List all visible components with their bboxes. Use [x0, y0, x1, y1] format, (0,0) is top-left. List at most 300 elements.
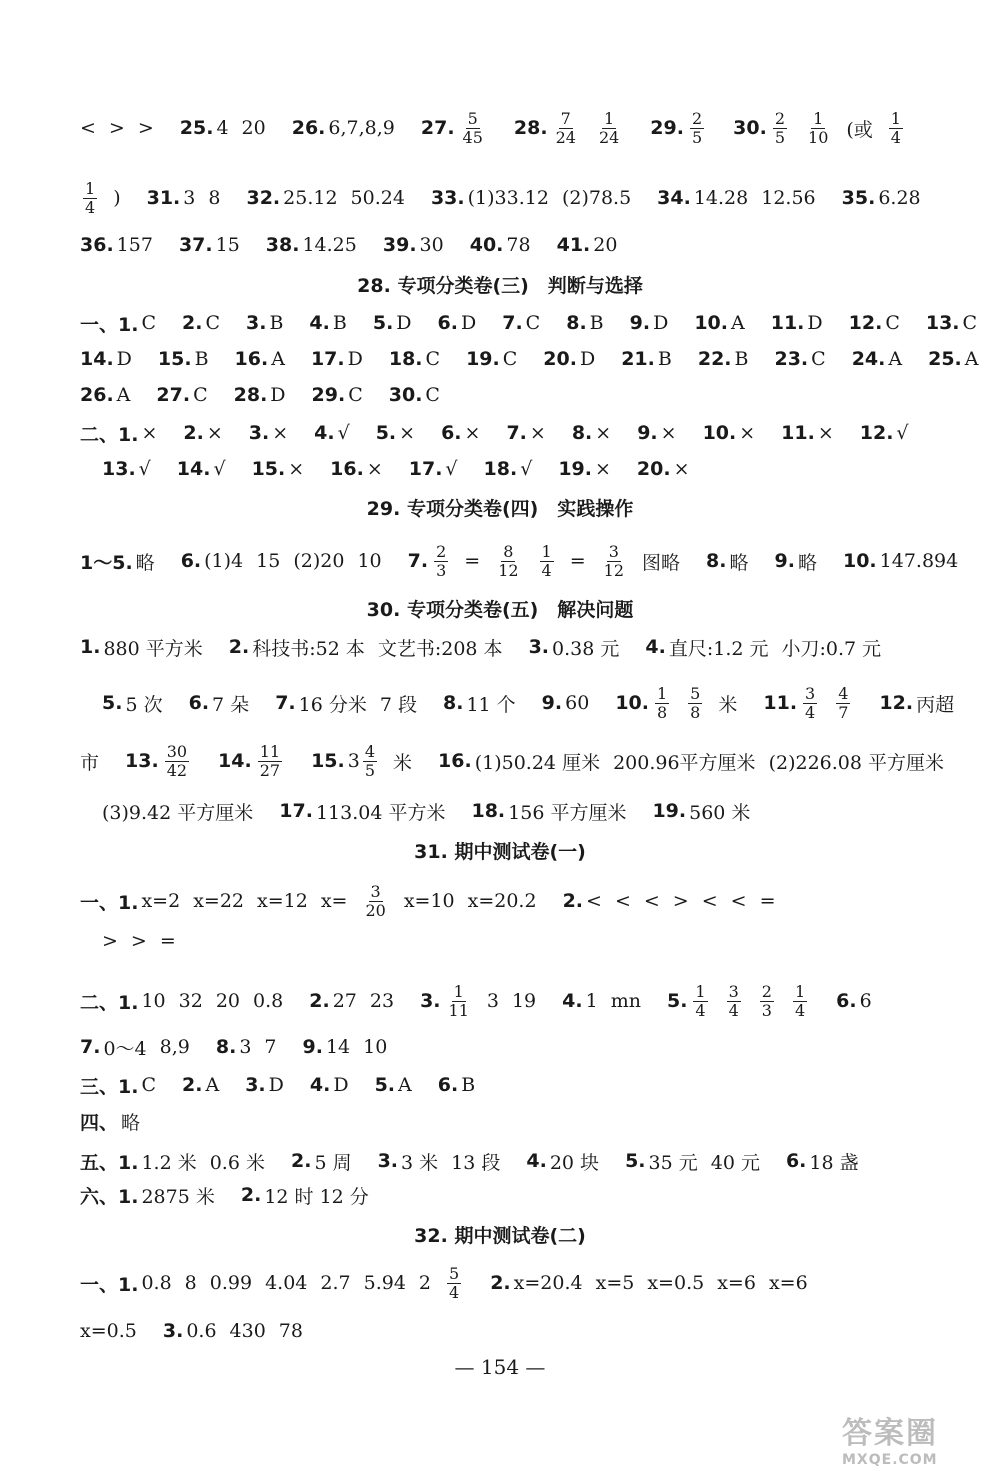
answer-value: 丙超	[916, 693, 955, 716]
fraction-denominator: 4	[794, 1000, 806, 1020]
question-number: 11.	[763, 692, 798, 714]
question-number: 19.	[466, 348, 500, 370]
answer-value: 7	[264, 1036, 277, 1058]
answer-value: ×	[594, 458, 611, 480]
answer-value: ×	[464, 422, 481, 444]
answer-item	[311, 348, 376, 370]
answer-value: ×	[817, 422, 834, 444]
answer-item	[490, 1272, 820, 1294]
answer-value: 6.28	[878, 187, 921, 209]
answer-value: 7 朵	[212, 693, 250, 716]
fraction-numerator: 1	[656, 683, 668, 703]
fraction-denominator: 5	[774, 127, 786, 147]
answer-value	[444, 983, 474, 1020]
answer-value: x=22	[193, 890, 244, 912]
answer-value: 8	[184, 1272, 197, 1294]
answer-value: A	[116, 384, 131, 406]
answer-value: 27	[332, 990, 357, 1012]
answer-value: C	[885, 312, 900, 334]
answer-value: 8,9	[159, 1036, 190, 1058]
answer-item	[471, 798, 639, 825]
answer-value: 5 周	[314, 1151, 352, 1174]
answer-value: B	[461, 1074, 476, 1096]
answer-item	[80, 1034, 203, 1061]
answer-value: 直尺:1.2 元	[668, 637, 769, 660]
question-number: 一、1.	[80, 1273, 139, 1296]
section-heading: 31. 期中测试卷(一)	[414, 841, 586, 863]
answer-value: 文艺书:208 本	[377, 637, 503, 660]
question-number: 9.	[541, 692, 563, 714]
answer-value	[685, 685, 705, 722]
question-number: 14.	[176, 458, 211, 480]
answer-item	[330, 458, 396, 480]
answer-item	[80, 634, 216, 661]
answer-value: ×	[366, 458, 383, 480]
answer-item	[245, 1074, 297, 1096]
answer-item	[246, 187, 417, 209]
fraction	[540, 543, 554, 580]
answer-item	[615, 685, 750, 722]
answer-value: mn	[610, 990, 641, 1012]
answer-line	[102, 788, 960, 834]
question-number: 24.	[851, 348, 886, 370]
answer-value: <	[614, 890, 631, 912]
answer-value: 12.56	[761, 187, 816, 209]
answer-item	[292, 117, 408, 139]
watermark-logo	[842, 1408, 982, 1468]
answer-value: ×	[673, 458, 690, 480]
answer-item	[80, 883, 550, 920]
fraction-numerator: 3	[370, 881, 381, 901]
question-number: 19.	[652, 800, 687, 822]
fraction	[773, 110, 787, 147]
question-number: 12.	[859, 422, 894, 444]
fraction	[806, 110, 830, 147]
question-number: 2.	[290, 1150, 312, 1172]
answer-value	[886, 110, 906, 147]
answer-item	[566, 312, 616, 334]
answer-item	[637, 458, 703, 480]
answer-value: =	[759, 890, 776, 912]
answer-value: 20 块	[549, 1151, 600, 1174]
fraction-denominator: 4	[449, 1282, 460, 1302]
fraction-numerator: 3	[608, 541, 619, 561]
question-number: 18.	[388, 348, 423, 370]
answer-item	[102, 690, 176, 717]
fraction-denominator: 4	[85, 197, 96, 217]
question-number: 18.	[471, 800, 506, 822]
answer-item	[438, 748, 957, 775]
answer-item	[572, 422, 624, 444]
question-number: 4.	[309, 312, 330, 334]
answer-line	[80, 1260, 960, 1306]
fraction	[165, 743, 189, 780]
answer-value	[803, 110, 833, 147]
answer-item	[147, 187, 234, 209]
answer-line	[102, 680, 960, 726]
answer-item	[843, 550, 971, 572]
answer-value: 113.04 平方米	[315, 801, 446, 824]
answer-value: C	[348, 384, 363, 406]
fraction-denominator: 42	[166, 760, 188, 780]
question-number: 8.	[571, 422, 593, 444]
fraction-denominator: 12	[498, 560, 519, 580]
answer-item	[420, 983, 549, 1020]
answer-value	[599, 543, 629, 580]
fraction-numerator: 1	[541, 541, 552, 561]
answer-value: 1.2 米	[141, 1151, 197, 1174]
answer-value: D	[460, 312, 477, 334]
answer-value	[594, 110, 624, 147]
fraction-denominator: 5	[364, 760, 376, 780]
question-number: 2.	[183, 422, 204, 444]
answer-value: 30	[419, 234, 444, 256]
question-number: 3.	[528, 636, 550, 658]
answer-value	[537, 543, 557, 580]
answer-value: <	[80, 117, 96, 139]
question-number: 7.	[275, 692, 296, 714]
fraction-denominator: 4	[728, 1000, 739, 1020]
answer-item	[842, 187, 934, 209]
answer-value: 50.24	[350, 187, 405, 209]
fraction	[602, 543, 626, 580]
fraction-numerator: 1	[453, 981, 464, 1001]
question-number: 41.	[556, 234, 591, 256]
answer-value: 3	[183, 187, 196, 209]
question-number: 3.	[377, 1150, 399, 1172]
question-number: 16.	[234, 348, 269, 370]
answer-value: 0.99	[209, 1272, 253, 1294]
answer-value: 0.6	[186, 1320, 217, 1342]
answer-value: =	[569, 550, 586, 572]
answer-value: ×	[272, 422, 289, 444]
answer-item	[421, 110, 501, 147]
answer-value: 430	[229, 1320, 266, 1342]
fraction	[83, 180, 97, 217]
fraction-numerator: 5	[690, 683, 701, 703]
answer-item	[80, 748, 112, 775]
fraction	[803, 685, 817, 722]
answer-item	[80, 310, 169, 337]
fraction-numerator: 1	[604, 108, 615, 128]
answer-value: C	[811, 348, 826, 370]
fraction-denominator: 4	[541, 560, 552, 580]
question-number: 6.	[836, 990, 857, 1012]
section-heading: 30. 专项分类卷(五) 解决问题	[366, 599, 634, 621]
answer-item	[378, 1148, 514, 1175]
answer-item	[926, 312, 990, 334]
question-number: 二、1.	[80, 423, 139, 446]
question-number: 20.	[543, 348, 577, 370]
fraction-denominator: 4	[805, 702, 816, 722]
fraction-numerator: 8	[503, 541, 514, 561]
answer-item	[529, 634, 633, 661]
answer-value: 市	[80, 751, 100, 774]
answer-item	[860, 422, 922, 444]
answer-value: <	[586, 890, 602, 912]
section-heading: 29. 专项分类卷(四) 实践操作	[366, 498, 634, 520]
question-number: 15.	[157, 348, 192, 370]
question-number: 3.	[162, 1320, 184, 1342]
answer-item	[246, 312, 296, 334]
fraction-denominator: 4	[695, 1000, 706, 1020]
answer-item	[252, 458, 318, 480]
answer-value: B	[332, 312, 347, 334]
answer-item	[625, 1148, 773, 1175]
answer-value: 1	[585, 990, 598, 1012]
answer-line	[80, 175, 960, 221]
question-number: 二、1.	[80, 991, 139, 1014]
question-number: 10.	[842, 550, 877, 572]
fraction	[690, 110, 704, 147]
question-number: 9.	[774, 550, 795, 572]
answer-value: D	[396, 312, 412, 334]
answer-value	[551, 110, 581, 147]
question-number: 9.	[302, 1036, 323, 1058]
answer-item	[102, 798, 266, 825]
fraction	[434, 543, 448, 580]
question-number: 2.	[240, 1184, 262, 1206]
answer-value: 157	[116, 234, 153, 256]
answer-value: 0.6 米	[209, 1151, 265, 1174]
answer-value: C	[502, 348, 518, 370]
question-number: 19.	[558, 458, 592, 480]
answer-item	[502, 312, 553, 334]
answer-value: 0.8	[253, 990, 284, 1012]
answer-line	[80, 538, 960, 584]
answer-value: 略	[729, 551, 749, 574]
answer-item	[180, 117, 279, 139]
answer-value	[348, 743, 380, 780]
question-number: 37.	[178, 234, 213, 256]
answer-item	[158, 348, 222, 370]
fraction-denominator: 3	[761, 1000, 772, 1020]
answer-item	[80, 1320, 150, 1342]
question-number: 3.	[248, 422, 270, 444]
answer-value: C	[141, 312, 156, 334]
answer-value: x=12	[257, 890, 308, 912]
answer-value: (2)78.5	[561, 187, 632, 209]
question-number: 4.	[314, 422, 335, 444]
answer-value: )	[113, 187, 121, 209]
answer-value: C	[525, 312, 541, 334]
answer-line	[80, 222, 960, 268]
answer-value: 10	[357, 550, 382, 572]
answer-item	[189, 690, 263, 717]
fraction-numerator: 1	[695, 981, 706, 1001]
question-number: 17.	[408, 458, 443, 480]
fraction-denominator: 11	[448, 1000, 469, 1020]
answer-value: 78	[506, 234, 531, 256]
answer-value: C	[193, 384, 208, 406]
answer-value: x=5	[595, 1272, 635, 1294]
page-number: — 154 —	[454, 1355, 546, 1379]
answer-value	[652, 685, 672, 722]
answer-item	[506, 422, 558, 444]
answer-value: x=6	[717, 1272, 756, 1294]
question-number: 五、1.	[80, 1151, 139, 1174]
answer-value: <	[730, 890, 747, 912]
answer-item	[645, 634, 894, 661]
fraction-numerator: 3	[728, 981, 739, 1001]
answer-value: A	[271, 348, 285, 370]
fraction-numerator: 1	[85, 178, 96, 198]
answer-value: 略	[121, 1111, 141, 1134]
answer-value: 19	[511, 990, 537, 1012]
question-number: 四、	[80, 1111, 119, 1134]
answer-item	[775, 548, 830, 575]
question-number: 8.	[566, 312, 587, 334]
answer-item	[249, 422, 301, 444]
answer-value	[800, 685, 820, 722]
question-number: 1.	[80, 636, 101, 658]
question-number: 13.	[125, 750, 159, 772]
question-number: 6.	[180, 550, 202, 572]
answer-item	[650, 110, 720, 147]
question-number: 5.	[625, 1150, 646, 1172]
fraction-numerator: 1	[794, 981, 806, 1001]
answer-value: C	[425, 384, 440, 406]
fraction-denominator: 24	[598, 127, 620, 147]
answer-value: 5.94	[363, 1272, 406, 1294]
question-number: 六、1.	[80, 1185, 139, 1208]
answer-item	[303, 1036, 401, 1058]
answer-item	[389, 348, 453, 370]
fraction	[655, 685, 669, 722]
answer-item	[771, 312, 836, 334]
question-number: 9.	[629, 312, 651, 334]
question-number: 11.	[781, 422, 815, 444]
answer-item	[774, 348, 838, 370]
answer-item	[80, 1265, 477, 1302]
question-number: 14.	[80, 348, 114, 370]
answer-value	[444, 1265, 464, 1302]
question-number: 10.	[702, 422, 737, 444]
answer-value	[687, 110, 707, 147]
answer-value: 2875 米	[141, 1185, 215, 1208]
answer-value: C	[141, 1074, 156, 1096]
answer-value: ×	[529, 422, 546, 444]
fraction	[363, 883, 387, 920]
fraction	[447, 1265, 461, 1302]
answer-item	[234, 384, 299, 406]
answer-value: (1)50.24 厘米	[474, 751, 601, 774]
answer-value: 14.25	[302, 234, 357, 256]
answer-value: 6,7,8,9	[328, 117, 395, 139]
fraction-numerator: 5	[467, 108, 478, 128]
question-number: 4.	[562, 990, 583, 1012]
answer-item	[80, 384, 143, 406]
question-number: 36.	[80, 234, 114, 256]
question-number: 6.	[785, 1150, 807, 1172]
answer-item	[80, 234, 166, 256]
fraction-numerator: 2	[774, 108, 786, 128]
question-number: 39.	[382, 234, 417, 256]
mixed-number	[348, 743, 380, 780]
answer-item	[80, 988, 296, 1015]
answer-value: 4	[216, 117, 229, 139]
fraction	[461, 110, 485, 147]
answer-item	[706, 548, 761, 575]
question-number: 31.	[146, 187, 181, 209]
question-number: 12.	[848, 312, 883, 334]
answer-line	[80, 105, 960, 151]
answer-line	[102, 918, 960, 964]
answer-value: ×	[595, 422, 612, 444]
question-number: 17.	[310, 348, 345, 370]
answer-value: 156 平方厘米	[508, 801, 627, 824]
question-number: 7.	[502, 312, 523, 334]
answer-value: 7 段	[379, 693, 417, 716]
question-number: 25.	[179, 117, 214, 139]
question-number: 17.	[279, 800, 313, 822]
answer-value: B	[194, 348, 209, 370]
answer-value: >	[108, 117, 125, 139]
answer-item	[125, 743, 205, 780]
answer-item	[266, 234, 370, 256]
fraction-numerator: 2	[761, 981, 772, 1001]
question-number: 20.	[636, 458, 671, 480]
question-number: 29.	[650, 117, 684, 139]
answer-item	[438, 1074, 488, 1096]
answer-item	[470, 234, 544, 256]
question-number: 6.	[437, 312, 458, 334]
answer-value	[162, 743, 192, 780]
answer-value: 12 时 12 分	[264, 1185, 369, 1208]
question-number: 15.	[311, 750, 345, 772]
answer-item	[781, 422, 847, 444]
answer-value: 3	[239, 1036, 252, 1058]
answer-item	[310, 1074, 362, 1096]
question-number: 2.	[228, 636, 250, 658]
answer-item	[389, 384, 453, 406]
fraction-denominator: 10	[808, 127, 829, 147]
answer-value: 略	[135, 551, 155, 574]
answer-item	[235, 348, 298, 370]
answer-value: B	[589, 312, 604, 334]
answer-item	[182, 1074, 232, 1096]
answer-item	[431, 187, 644, 209]
question-number: 30.	[388, 384, 423, 406]
question-number: 40.	[469, 234, 504, 256]
answer-item	[80, 420, 170, 447]
fraction-denominator: 12	[603, 560, 625, 580]
answer-value: D	[579, 348, 596, 370]
question-number: 3.	[246, 312, 267, 334]
answer-value: 14.28	[693, 187, 749, 209]
section-heading: 32. 期中测试卷(二)	[414, 1225, 586, 1247]
answer-item	[558, 458, 624, 480]
answer-value: (1)33.12	[467, 187, 549, 209]
answer-value: 5 次	[125, 693, 163, 716]
answer-value: √	[213, 458, 226, 480]
answer-value: 2	[418, 1272, 432, 1294]
answer-item	[928, 348, 991, 370]
answer-item	[543, 348, 608, 370]
fraction-denominator: 27	[259, 760, 281, 780]
fraction-numerator: 11	[259, 741, 281, 761]
answer-item	[102, 930, 189, 952]
answer-value: 6	[859, 990, 872, 1012]
answer-value: 200.96平方厘米	[613, 751, 756, 774]
answer-value	[493, 543, 523, 580]
question-number: 26.	[80, 384, 114, 406]
answer-item	[621, 348, 685, 370]
answer-value: A	[964, 348, 979, 370]
answer-line	[80, 738, 960, 784]
answer-value: 78	[278, 1320, 303, 1342]
question-number: 32.	[246, 187, 281, 209]
